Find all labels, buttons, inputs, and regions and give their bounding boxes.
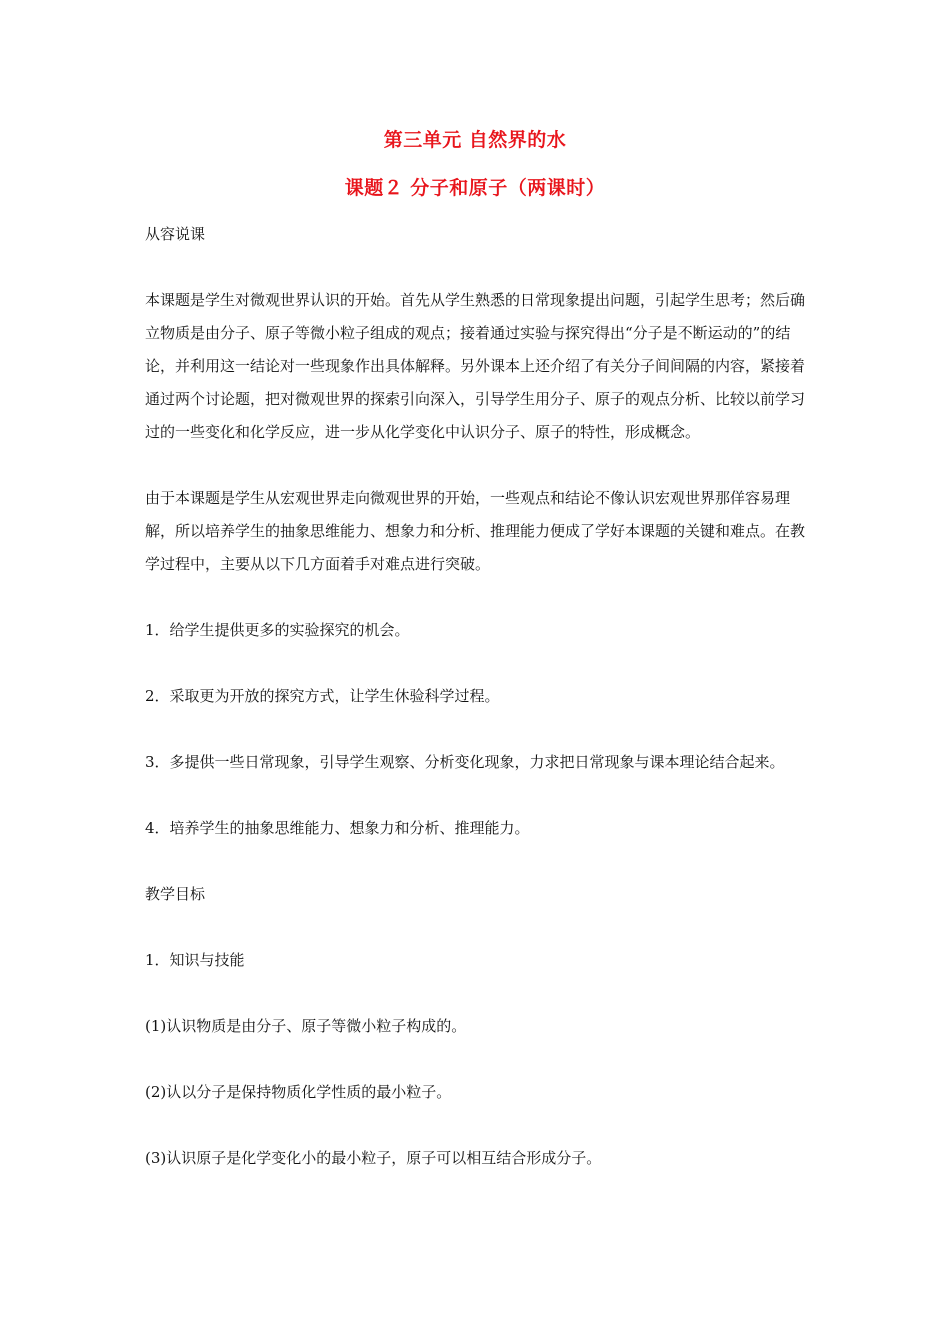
list-item: 3．多提供一些日常现象，引导学生观察、分析变化现象，力求把日常现象与课本理论结合起来。: [145, 753, 785, 771]
unit-title: 第三单元 自然界的水: [383, 129, 567, 151]
goal-heading: 1．知识与技能: [145, 951, 245, 969]
goal-item: (2)认以分子是保持物质化学性质的最小粒子。: [145, 1083, 452, 1101]
intro-paragraph-2: 由于本课题是学生从宏观世界走向微观世界的开始，一些观点和结论不像认识宏观世界那佯容易理解，所以培养学生的抽象思维能力、想象力和分析、推理能力便成了学好本课题的关键和难点。在教学过程中，主要从以下几方面着手对难点进行突破。: [145, 489, 806, 573]
section-heading-goals: 教学目标: [145, 885, 206, 903]
intro-paragraph-1: 本课题是学生对微观世界认识的开始。首先从学生熟悉的日常现象提出问题，引起学生思考；然后确立物质是由分子、原子等微小粒子组成的观点；接着通过实验与探究得出“分子是不断运动的”的结论，并利用这一结论对一些现象作出具体解释。另外课本上还介绍了有关分子间间隔的内容，紧接着通过两个讨论题，把对微观世界的探索引向深入，引导学生用分子、原子的观点分析、比较以前学习过的一些变化和化学反应，进一步从化学变化中认识分子、原子的特性，形成概念。: [145, 291, 806, 441]
document-body: [145, 218, 810, 1175]
section-heading-intro: 从容说课: [145, 225, 206, 243]
list-item: 1．给学生提供更多的实验探究的机会。: [145, 621, 410, 639]
list-item: 2．采取更为开放的探究方式，让学生休验科学过程。: [145, 687, 500, 705]
goal-item: (1)认识物质是由分子、原子等微小粒子构成的。: [145, 1017, 467, 1035]
lesson-title: 课题２ 分子和原子（两课时）: [344, 177, 606, 199]
list-item: 4．培养学生的抽象思维能力、想象力和分析、推理能力。: [145, 819, 530, 837]
goal-item: (3)认识原子是化学变化小的最小粒子，原子可以相互结合形成分子。: [145, 1149, 602, 1167]
